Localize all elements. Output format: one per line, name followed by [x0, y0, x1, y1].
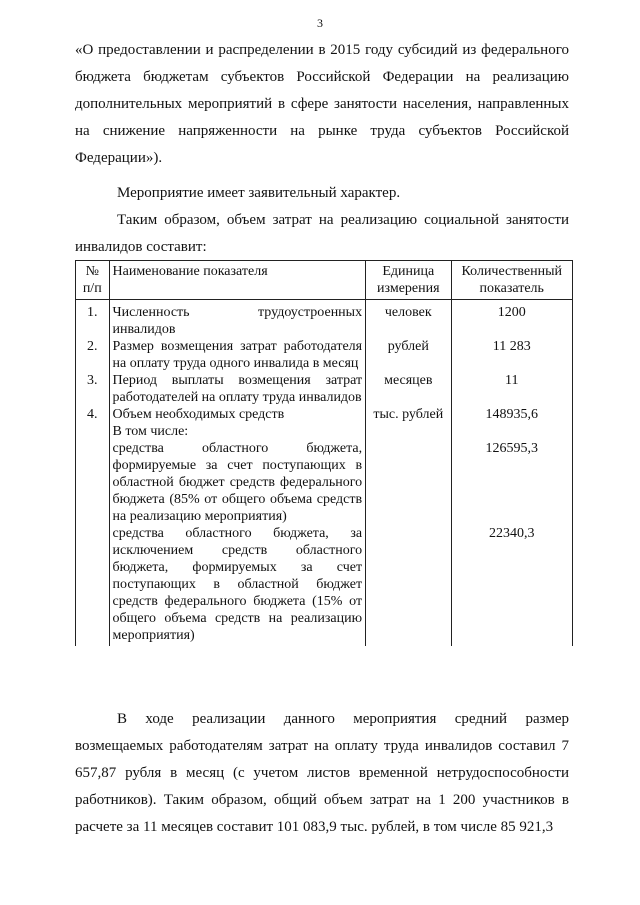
paragraph-intro-block	[75, 180, 569, 261]
paragraph-bottom: В ходе реализации данного мероприятия средний размер возмещаемых работодателям затрат на оплату труда инвалидов составил 7 657,87 рубля в месяц (с учетом листов временной нетрудоспособности работников). Таким образом, общий объем затрат на 1 200 участников в расчете за 11 месяцев составит 101 083,9 тыс. рублей, в том числе 85 921,3	[75, 711, 569, 835]
row-quantity: 1200	[451, 300, 573, 339]
row-unit: тыс. рублей	[366, 406, 451, 423]
table-row	[76, 338, 573, 372]
row-quantity: 22340,3	[451, 525, 573, 646]
row-quantity	[451, 423, 573, 440]
row-name: Объем необходимых средств	[109, 406, 366, 423]
table-row	[76, 300, 573, 339]
indicators-table-wrap	[75, 260, 573, 646]
table-row	[76, 423, 573, 440]
table-row	[76, 372, 573, 406]
row-unit	[366, 440, 451, 525]
row-unit	[366, 423, 451, 440]
paragraph-event: Мероприятие имеет заявительный характер.	[117, 185, 401, 201]
table-row	[76, 525, 573, 646]
paragraph-top	[75, 37, 569, 172]
row-num	[76, 423, 110, 440]
row-num	[76, 525, 110, 646]
row-num: 1.	[76, 300, 110, 339]
row-quantity: 148935,6	[451, 406, 573, 423]
row-unit: рублей	[366, 338, 451, 372]
row-quantity: 11 283	[451, 338, 573, 372]
table-header-row	[76, 261, 573, 300]
row-unit: месяцев	[366, 372, 451, 406]
row-quantity: 11	[451, 372, 573, 406]
indicators-table	[75, 260, 573, 646]
row-num	[76, 440, 110, 525]
row-unit: человек	[366, 300, 451, 339]
table-row	[76, 406, 573, 423]
row-name: средства областного бюджета, формируемые за счет поступающих в областной бюджет средств федерального бюджета (85% от общего объема средств на реализацию мероприятия)	[109, 440, 366, 525]
row-quantity: 126595,3	[451, 440, 573, 525]
row-name: Период выплаты возмещения затрат работодателей на оплату труда инвалидов	[109, 372, 366, 406]
row-name: В том числе:	[109, 423, 366, 440]
paragraph-top-text: «О предоставлении и распределении в 2015 году субсидий из федерального бюджета бюджетам субъектов Российской Федерации на реализацию дополнительных мероприятий в сфере занятости населения, направленных на снижение напряженности на рынке труда субъектов Российской Федерации»).	[75, 42, 569, 166]
row-num: 2.	[76, 338, 110, 372]
paragraph-bottom-block	[75, 706, 569, 841]
row-name: средства областного бюджета, за исключением средств областного бюджета, формируемых за счет поступающих в областной бюджет средств федерального бюджета (15% от общего объема средств на реализацию мероприятия)	[109, 525, 366, 646]
header-unit: Единица измерения	[366, 261, 451, 300]
table-row	[76, 440, 573, 525]
row-name: Численность трудоустроенных инвалидов	[109, 300, 366, 339]
header-quantity: Количественный показатель	[451, 261, 573, 300]
header-num: № п/п	[76, 261, 110, 300]
page-number: 3	[317, 16, 323, 30]
row-name: Размер возмещения затрат работодателя на оплату труда одного инвалида в месяц	[109, 338, 366, 372]
header-name: Наименование показателя	[109, 261, 366, 300]
paragraph-total-intro: Таким образом, объем затрат на реализацию социальной занятости инвалидов составит:	[75, 212, 569, 255]
row-num: 3.	[76, 372, 110, 406]
row-num: 4.	[76, 406, 110, 423]
row-unit	[366, 525, 451, 646]
